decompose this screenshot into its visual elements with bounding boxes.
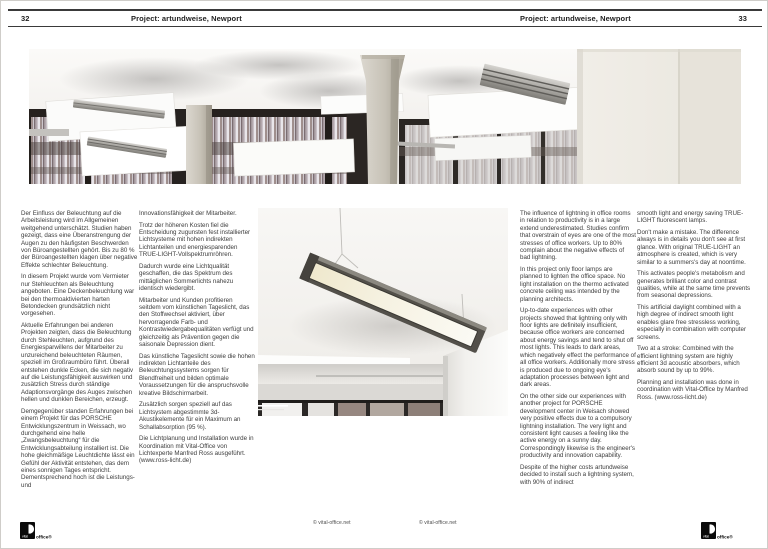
paragraph: Innovationsfähigkeit der Mitarbeiter. (139, 210, 237, 217)
logo-text-office: office® (36, 534, 52, 540)
header-rule-sub (8, 26, 762, 27)
paragraph: Dadurch wurde eine Lichtqualität geschaffen, die das Spektrum des mittäglichen Sommerlichts nahezu identisch wiedergibt. (139, 262, 234, 293)
text-column-german-2 (139, 210, 255, 469)
paragraph: Planning and installation was done in coordination with Vital-Office by Manfred Ross. (www.ross-licht.de) (637, 379, 748, 401)
logo-mark-icon (704, 525, 710, 535)
text-column-english-1 (520, 210, 636, 490)
office-ceiling-photo (29, 49, 741, 184)
paragraph: Mitarbeiter und Kunden profitieren seitdem vom künstlichen Tageslicht, das den Stoffwechsel aktiviert, über hervorragende Farb- und Kontrastwiedergabequalitäten verfügt und gleichzeitig als Prävention gegen die saisonale Depression dient. (139, 296, 254, 349)
paragraph: Don't make a mistake. The difference always is in details you don't see at first glance. With original TRUE-LIGHT an atmosphere is created, which is very similar to a summers's day at noontime. (637, 229, 746, 266)
paragraph: This activates people's metabolism and generates brilliant color and contrast qualities, while at the same time prevents from seasonal depressions. (637, 270, 751, 300)
paragraph: Demgegenüber standen Erfahrungen bei einem Projekt für das PORSCHE Entwicklungszentrum in Weissach, wo durchgehend eine helle „Zwangsbeleuchtung“ für die Entwicklungsabteilung installiert ist. Die hohe gleichmäßige Leuchtdichte lässt ein Gefühl der Aktivität entstehen, das dem eines sonnigen Tages entspricht. Dementsprechend hoch ist die Leistungs- und (21, 407, 135, 489)
logo-mark-icon (23, 525, 29, 535)
header-title-right: Project: artundweise, Newport (520, 14, 631, 23)
logo-text-office: office® (717, 534, 733, 540)
paragraph: The influence of lightning in office rooms in relation to productivity is in a large extend underestimated. Studies confirm that overstrain of eyes are one of the most stresses of office workers. Up to 80% complain about the negative effects of bad lightning. (520, 210, 636, 262)
page-number-right: 33 (738, 14, 747, 23)
paragraph: On the other side our experiences with another project for PORSCHE development center in Weisach showed very positive effects due to a compulsory lightning installation. The very light and consistent light causes a feeling like the active energy on a sunny day. Correspondingly likewise is the engineer's productivity and innovation capability. (520, 392, 636, 460)
text-column-english-2 (637, 210, 753, 405)
luminaire-detail-illustration (258, 208, 508, 416)
vital-office-logo (20, 522, 72, 544)
paragraph: Zusätzlich sorgen speziell auf das Lichtsystem abgestimmte 3d-Akustikelemente für ein Maximum an Schallabsorption (95 %). (139, 401, 241, 431)
vital-office-logo (701, 522, 753, 544)
text-column-german-1 (21, 210, 138, 493)
logo-text-vital: vital (22, 534, 29, 539)
paragraph: Der Einfluss der Beleuchtung auf die Arbeitsleistung wird im Allgemeinen weitgehend unterschätzt. Studien haben gezeigt, dass eine Überanstrengung der Augen zu den häufigsten Beschwerden von Büroangestellten gehört. Bis zu 80 % der Büroangestellten klagen über negative Effekte schlechter Beleuchtung. (21, 210, 138, 269)
concrete-pillar-left (186, 105, 212, 184)
paragraph: Two at a stroke: Combined with the efficient lightning system are highly efficient 3d acoustic absorbers, which absorb sound by up to 99%. (637, 345, 740, 375)
paragraph: In this project only floor lamps are planned to lighten the office space. No light installation on the thermo activated concrete ceiling was intended by the planning architects. (520, 266, 629, 303)
header-rule-top (8, 9, 762, 11)
header-title-left: Project: artundweise, Newport (131, 14, 242, 23)
photo-credit: © vital-office.net (419, 520, 457, 526)
window-band (258, 400, 446, 416)
paragraph: smooth light and energy saving TRUE-LIGHT fluorescent lamps. (637, 210, 744, 225)
paragraph: Despite of the higher costs artundweise decided to install such a lightning system, with 90% of indirect (520, 463, 634, 486)
photo-credit: © vital-office.net (313, 520, 351, 526)
paragraph: Up-to-date experiences with other projects showed that lightning only with floor lights are definitely insufficient, because office workers are concerned about energy savings and tend to shut off most lights. This leads to dark areas, which negatively effect the performance of all office workers. Additionally more stress is produced due to ongoing eye's adaptation processes between light and dark areas. (520, 307, 636, 389)
paragraph: Die Lichtplanung und Installation wurde in Koordination mit Vital-Office von Lichtexperte Manfred Ross ausgeführt. (www.ross-licht.de) (139, 435, 254, 465)
office-ceiling-illustration (29, 49, 741, 184)
paragraph: In diesem Projekt wurde vom Vermieter nur Stehleuchten als Beleuchtung angeboten. Eine Deckenbeleuchtung war bei den thermoaktivierten harten Betondecken grundsätzlich nicht vorgesehen. (21, 273, 135, 318)
paragraph: Aktuelle Erfahrungen bei anderen Projekten zeigten, dass die Beleuchtung durch Stehleuchten, aufgrund des Energiesparwillens der Mitarbeiter zu unzureichend beleuchteten Räumen, speziell im Großraumbüro führt. Überall entstehen dunkle Ecken, die sich negativ auf die Leistungsfähigkeit auswirken und zusätzlich Stress durch ständige Adaptionsvorgänge des Auges zwischen hellen und dunklen Bereichen, erzeugt. (21, 322, 134, 404)
logo-text-vital: vital (703, 534, 710, 539)
page-number-left: 32 (21, 14, 30, 23)
paragraph: Trotz der höheren Kosten fiel die Entscheidung zugunsten fest installierter Lichtsysteme mit hohen indirekten Lichtanteilen und energiesparenden TRUE-LIGHT-Vollspektrumröhren. (139, 221, 251, 259)
foreground-wall (577, 49, 741, 184)
luminaire-detail-photo (258, 208, 508, 416)
paragraph: Das künstliche Tageslicht sowie die hohen indirekten Lichtanteile des Beleuchtungssystems sorgen für Blendfreiheit und bilden optimale Voraussetzungen für die anspruchsvolle kreative Bildschirmarbeit. (139, 352, 255, 397)
paragraph: This artificial daylight combined with a high degree of indirect smooth light enables glare free stressless working, especially in combination with computer screens. (637, 304, 747, 341)
